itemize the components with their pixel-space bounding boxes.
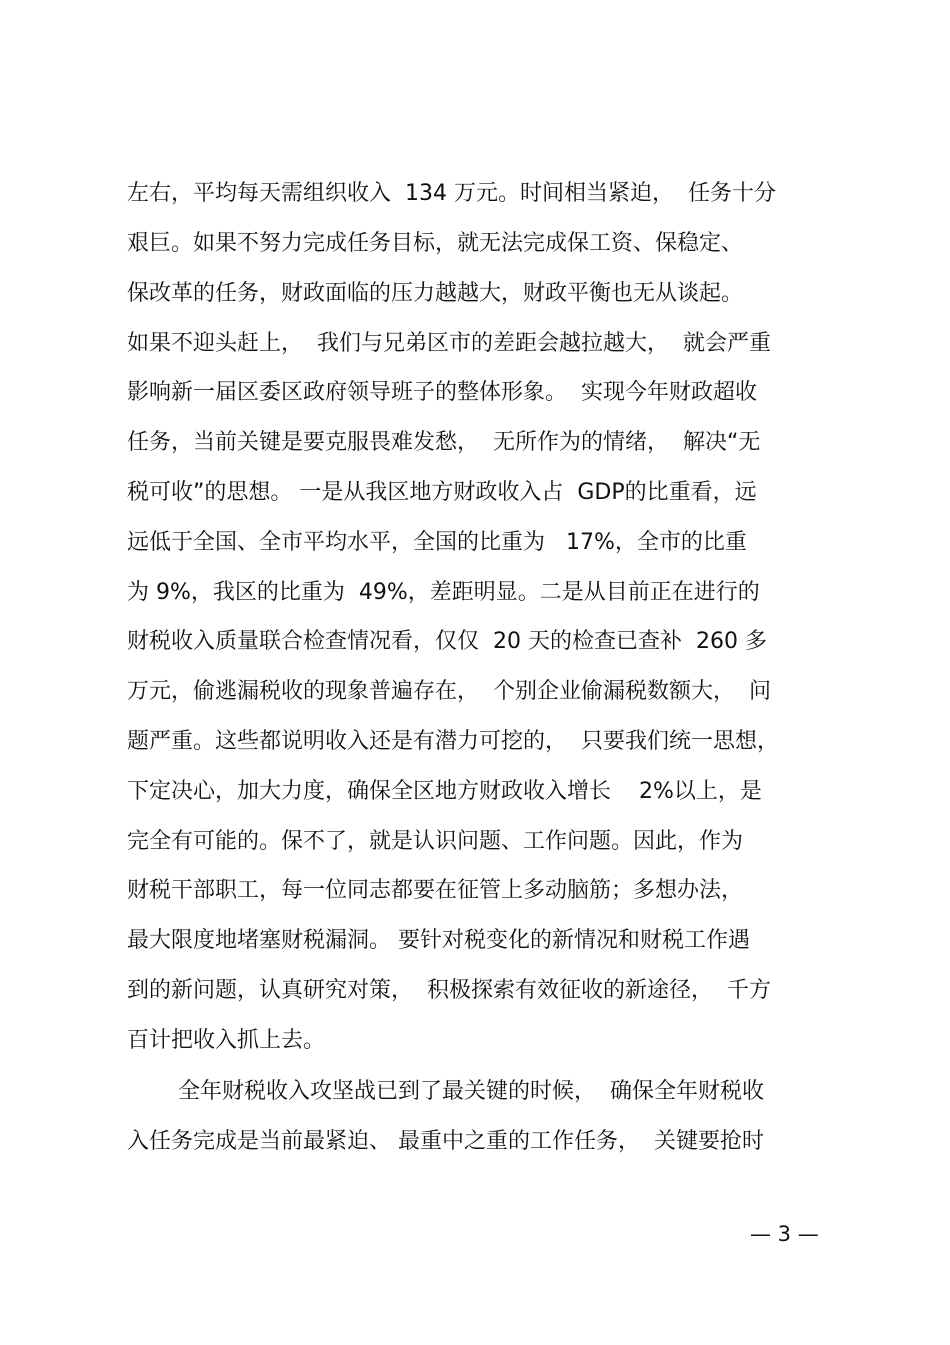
text-line: 入任务完成是当前最紧迫、 最重中之重的工作任务， 关键要抢时: [127, 1129, 764, 1154]
text-line: 财税干部职工，每一位同志都要在征管上多动脑筋；多想办法，: [127, 878, 744, 903]
text-line: 完全有可能的。保不了，就是认识问题、工作问题。因此，作为: [127, 829, 744, 854]
text-line: 全年财税收入攻坚战已到了最关键的时候， 确保全年财税收: [178, 1079, 764, 1104]
text-line: 下定决心，加大力度，确保全区地方财政收入增长 2%以上，是: [127, 779, 762, 804]
text-line: 万元，偷逃漏税收的现象普遍存在， 个别企业偷漏税数额大， 问: [127, 679, 771, 704]
text-line: 财税收入质量联合检查情况看，仅仅 20 天的检查已查补 260 多: [127, 629, 767, 654]
text-line: 题严重。这些都说明收入还是有潜力可挖的， 只要我们统一思想，: [127, 729, 779, 754]
text-line: 艰巨。如果不努力完成任务目标，就无法完成保工资、保稳定、: [127, 231, 744, 256]
text-line: 保改革的任务，财政面临的压力越越大，财政平衡也无从谈起。: [127, 281, 744, 306]
text-line: 百计把收入抓上去。: [127, 1028, 326, 1053]
text-line: 最大限度地堵塞财税漏洞。 要针对税变化的新情况和财税工作遇: [127, 928, 750, 953]
text-line: 如果不迎头赶上， 我们与兄弟区市的差距会越拉越大， 就会严重: [127, 331, 771, 356]
text-line: 远低于全国、全市平均水平，全国的比重为 17%，全市的比重: [127, 530, 747, 555]
text-line: 税可收”的思想。 一是从我区地方财政收入占 GDP的比重看，远: [127, 480, 757, 505]
text-line: 任务，当前关键是要克服畏难发愁， 无所作为的情绪， 解决“无: [127, 430, 761, 455]
text-line: 为 9%，我区的比重为 49%，差距明显。二是从目前正在进行的: [127, 580, 760, 605]
page-number: — 3 —: [750, 1222, 819, 1246]
text-line: 到的新问题，认真研究对策， 积极探索有效征收的新途径， 千方: [127, 978, 771, 1003]
text-line: 左右，平均每天需组织收入 134 万元。时间相当紧迫， 任务十分: [127, 181, 776, 206]
text-line: 影响新一届区委区政府领导班子的整体形象。 实现今年财政超收: [127, 380, 757, 405]
